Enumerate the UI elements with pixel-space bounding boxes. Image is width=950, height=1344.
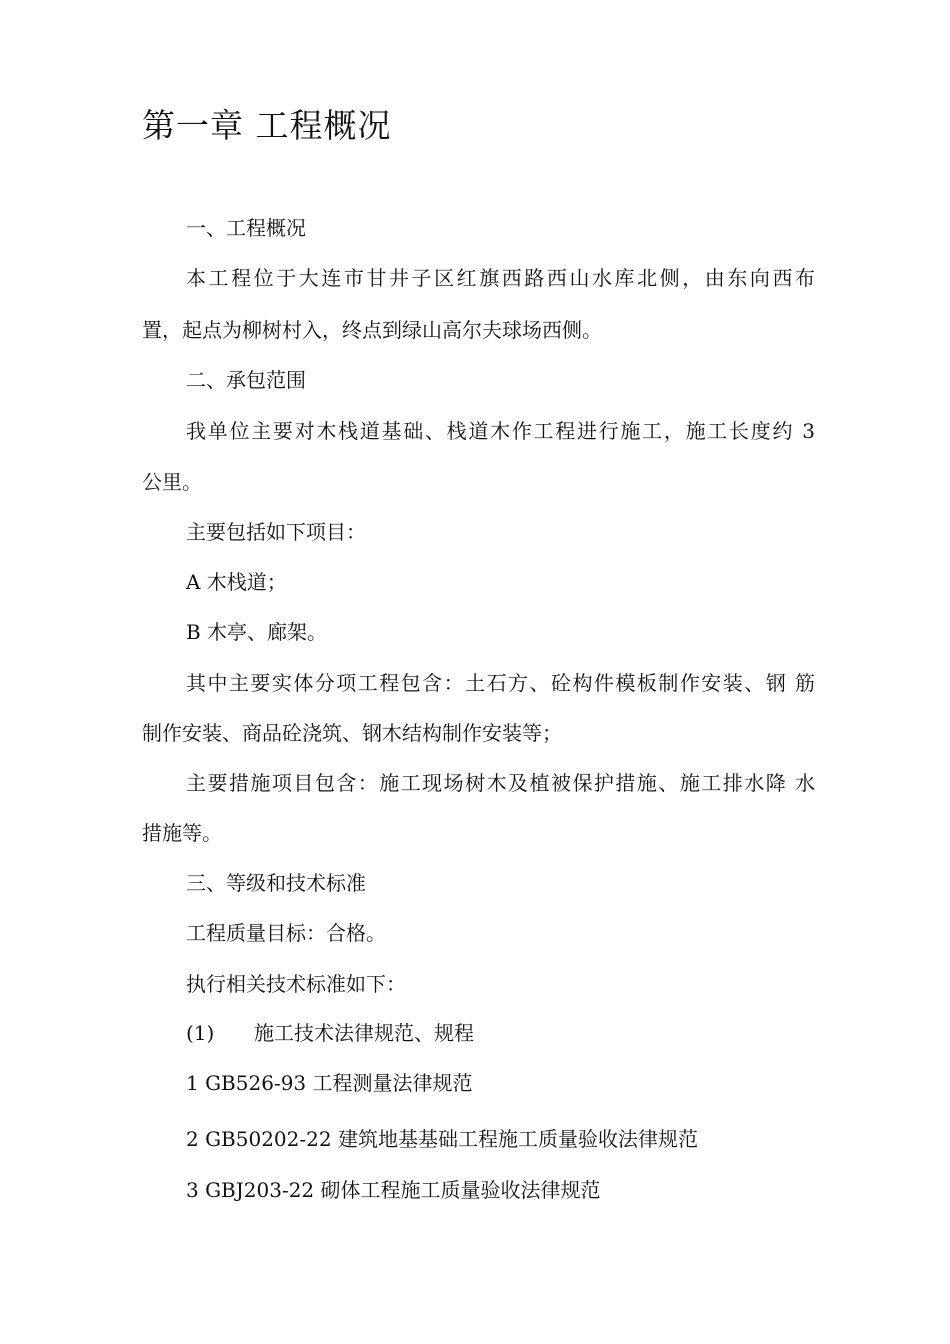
subsection-number: (1) [186,1021,215,1045]
section-heading-standards: 三、等级和技术标准 [186,871,366,895]
subsection-title: 施工技术法律规范、规程 [254,1021,474,1045]
section-heading-overview: 一、工程概况 [186,216,306,240]
works-paragraph-line-1: 其中主要实体分项工程包含：土石方、砼构件模板制作安装、钢 筋 [186,671,815,695]
items-intro: 主要包括如下项目： [186,520,366,544]
overview-paragraph-line-1: 本工程位于大连市甘井子区红旗西路西山水库北侧，由东向西布 [186,266,815,290]
list-item-a: A 木栈道； [186,570,287,594]
standard-item: 3 GBJ203-22 砌体工程施工质量验收法律规范 [186,1178,601,1202]
standards-intro: 执行相关技术标准如下： [186,972,406,996]
standard-item: 1 GB526-93 工程测量法律规范 [186,1071,473,1095]
works-paragraph-line-2: 制作安装、商品砼浇筑、钢木结构制作安装等； [142,721,562,745]
measures-paragraph-line-2: 措施等。 [142,821,222,845]
scope-paragraph-line-1: 我单位主要对木栈道基础、栈道木作工程进行施工，施工长度约 3 [186,419,815,443]
overview-paragraph-line-2: 置，起点为柳树村入，终点到绿山高尔夫球场西侧。 [142,318,602,342]
quality-target: 工程质量目标：合格。 [186,921,386,945]
scope-paragraph-line-2: 公里。 [142,470,202,494]
standard-item: 2 GB50202-22 建筑地基基础工程施工质量验收法律规范 [186,1127,698,1151]
list-item-b: B 木亭、廊架。 [186,620,328,644]
chapter-title: 第一章 工程概况 [142,106,392,145]
subsection-heading [186,1019,474,1047]
section-heading-scope: 二、承包范围 [186,368,306,392]
measures-paragraph-line-1: 主要措施项目包含：施工现场树木及植被保护措施、施工排水降 水 [186,771,815,795]
